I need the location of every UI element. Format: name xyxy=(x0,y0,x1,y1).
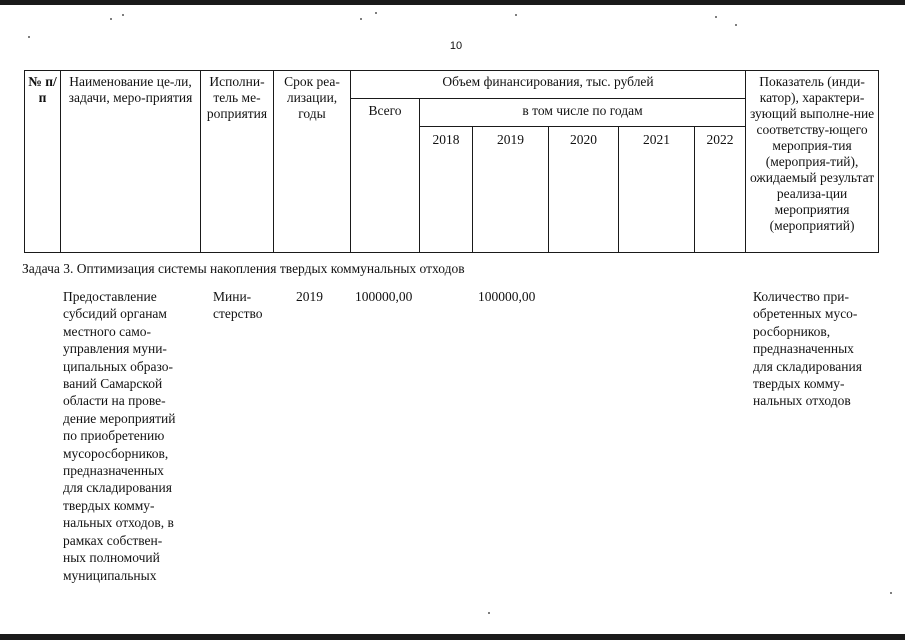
activity-name-line: области на прове- xyxy=(63,393,166,409)
indicator-line: росборников, xyxy=(753,323,831,339)
executor-line: стерство xyxy=(213,306,263,322)
activity-name-line: мусоросборников, xyxy=(63,445,169,461)
scan-speck xyxy=(488,612,490,614)
program-table-header xyxy=(24,70,879,253)
indicator-line: для складирования xyxy=(753,358,862,374)
activity-executor xyxy=(213,288,273,323)
scan-speck xyxy=(122,14,124,16)
activity-name-line: дение мероприятий xyxy=(63,410,176,426)
header-total: Всего xyxy=(351,99,420,253)
activity-name-line: Предоставление xyxy=(63,289,157,304)
indicator-line: предназначенных xyxy=(753,341,854,357)
header-indicator: Показатель (инди-катор), характери-зующий выполне-ние соответству-ющего мероприя-тия (мероприя-тий), ожидаемый результат реализа-ции мероприятия (мероприятий) xyxy=(746,71,879,253)
activity-name-line: нальных отходов, в xyxy=(63,515,174,531)
scan-speck xyxy=(375,12,377,14)
activity-name xyxy=(63,288,195,584)
indicator-line: нальных отходов xyxy=(753,393,851,409)
activity-name-line: местного само- xyxy=(63,323,152,339)
scan-speck xyxy=(110,18,112,20)
activity-name-line: ваний Самарской xyxy=(63,376,163,392)
bottom-scan-border xyxy=(0,634,905,640)
header-year-2021: 2021 xyxy=(619,127,695,253)
activity-indicator xyxy=(753,288,875,410)
header-year-2022: 2022 xyxy=(695,127,746,253)
header-year-2018: 2018 xyxy=(420,127,473,253)
activity-name-line: предназначенных xyxy=(63,463,164,479)
activity-name-line: субсидий органам xyxy=(63,306,167,322)
activity-name-line: ных полномочий xyxy=(63,550,160,566)
scan-speck xyxy=(890,592,892,594)
page-number: 10 xyxy=(449,40,463,52)
activity-name-line: рамках собствен- xyxy=(63,532,163,548)
scan-speck xyxy=(715,16,717,18)
activity-name-line: муниципальных xyxy=(63,567,157,583)
scan-speck xyxy=(360,18,362,20)
header-name: Наименование це-ли, задачи, меро-приятия xyxy=(61,71,201,253)
top-scan-border xyxy=(0,0,905,5)
activity-name-line: твердых комму- xyxy=(63,497,155,513)
header-year-2020: 2020 xyxy=(549,127,619,253)
header-term: Срок реа-лизации, годы xyxy=(274,71,351,253)
scan-speck xyxy=(515,14,517,16)
indicator-line: обретенных мусо- xyxy=(753,306,858,322)
task-title: Задача 3. Оптимизация системы накопления твердых коммунальных отходов xyxy=(22,261,465,276)
indicator-line: твердых комму- xyxy=(753,376,845,392)
activity-name-line: по приобретению xyxy=(63,428,165,444)
header-financing: Объем финансирования, тыс. рублей xyxy=(351,71,746,99)
header-number: № п/п xyxy=(25,71,61,253)
executor-line: Мини- xyxy=(213,289,252,304)
indicator-line: Количество при- xyxy=(753,289,849,304)
activity-name-line: управления муни- xyxy=(63,341,167,357)
activity-name-line: ципальных образо- xyxy=(63,358,173,374)
header-by-year: в том числе по годам xyxy=(420,99,746,127)
scan-speck xyxy=(735,24,737,26)
financing-total: 100000,00 xyxy=(355,289,413,304)
header-year-2019: 2019 xyxy=(473,127,549,253)
financing-2019: 100000,00 xyxy=(478,289,536,304)
activity-name-line: для складирования xyxy=(63,480,172,496)
header-executor: Исполни-тель ме-роприятия xyxy=(201,71,274,253)
scan-speck xyxy=(28,36,30,38)
activity-term: 2019 xyxy=(296,289,323,304)
